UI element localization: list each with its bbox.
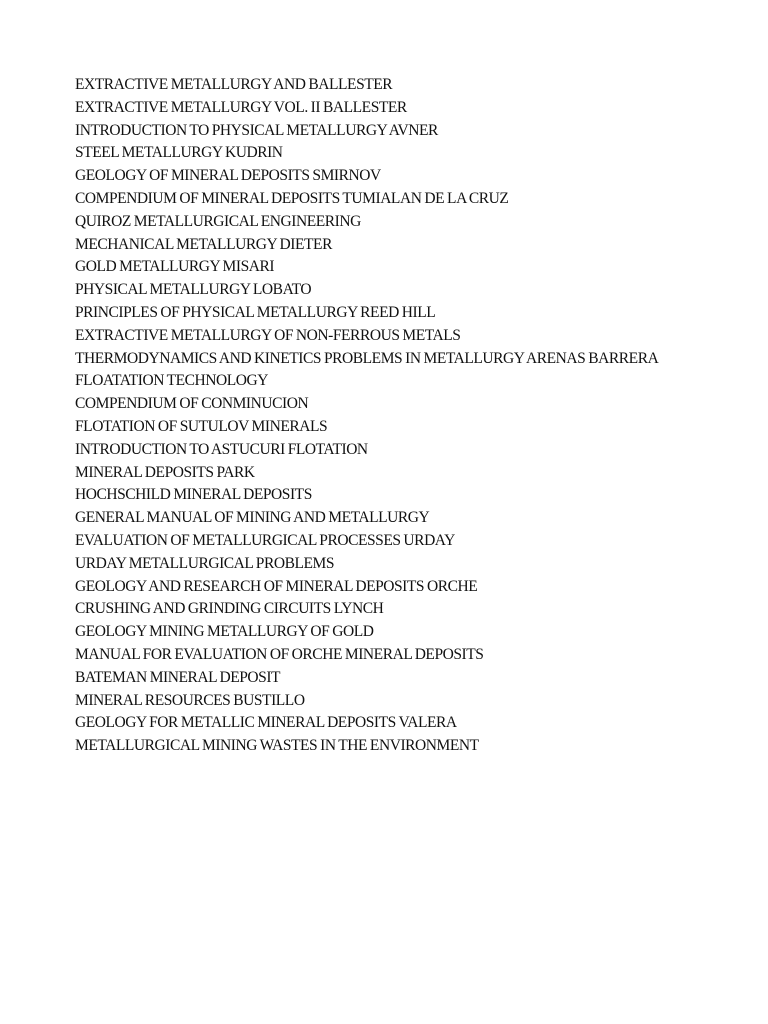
list-item: FLOATATION TECHNOLOGY	[75, 372, 269, 390]
list-item: FLOTATION OF SUTULOV MINERALS	[75, 417, 328, 435]
list-item: GEOLOGY MINING METALLURGY OF GOLD	[75, 623, 374, 641]
list-item: MINERAL DEPOSITS PARK	[75, 463, 255, 481]
list-item: PRINCIPLES OF PHYSICAL METALLURGY REED HILL	[75, 303, 436, 321]
list-item: GOLD METALLURGY MISARI	[75, 258, 275, 276]
list-item: URDAY METALLURGICAL PROBLEMS	[75, 554, 335, 572]
list-item: QUIROZ METALLURGICAL ENGINEERING	[75, 212, 361, 230]
list-item: COMPENDIUM OF MINERAL DEPOSITS TUMIALAN DE LA CRUZ	[75, 189, 509, 207]
list-item: STEEL METALLURGY KUDRIN	[75, 144, 283, 162]
list-item: COMPENDIUM OF CONMINUCION	[75, 395, 309, 413]
book-title-list	[75, 74, 765, 758]
list-item: METALLURGICAL MINING WASTES IN THE ENVIRONMENT	[75, 737, 479, 755]
list-item: GEOLOGY AND RESEARCH OF MINERAL DEPOSITS ORCHE	[75, 577, 478, 595]
list-item: MINERAL RESOURCES BUSTILLO	[75, 691, 305, 709]
list-item: EVALUATION OF METALLURGICAL PROCESSES URDAY	[75, 531, 455, 549]
list-item: GEOLOGY FOR METALLIC MINERAL DEPOSITS VALERA	[75, 714, 457, 732]
list-item: INTRODUCTION TO ASTUCURI FLOTATION	[75, 440, 368, 458]
list-item: EXTRACTIVE METALLURGY AND BALLESTER	[75, 76, 393, 93]
list-item: HOCHSCHILD MINERAL DEPOSITS	[75, 486, 312, 504]
list-item: BATEMAN MINERAL DEPOSIT	[75, 668, 281, 686]
list-item: MECHANICAL METALLURGY DIETER	[75, 235, 332, 253]
list-item: MANUAL FOR EVALUATION OF ORCHE MINERAL DEPOSITS	[75, 645, 484, 663]
list-item: INTRODUCTION TO PHYSICAL METALLURGY AVNER	[75, 121, 438, 139]
list-item: THERMODYNAMICS AND KINETICS PROBLEMS IN METALLURGY ARENAS BARRERA	[75, 349, 659, 367]
list-item: GEOLOGY OF MINERAL DEPOSITS SMIRNOV	[75, 167, 381, 185]
list-item: EXTRACTIVE METALLURGY OF NON-FERROUS METALS	[75, 326, 461, 344]
list-item: EXTRACTIVE METALLURGY VOL. II BALLESTER	[75, 98, 407, 116]
list-item: GENERAL MANUAL OF MINING AND METALLURGY	[75, 509, 430, 527]
list-item: CRUSHING AND GRINDING CIRCUITS LYNCH	[75, 600, 384, 618]
list-item: PHYSICAL METALLURGY LOBATO	[75, 281, 312, 299]
